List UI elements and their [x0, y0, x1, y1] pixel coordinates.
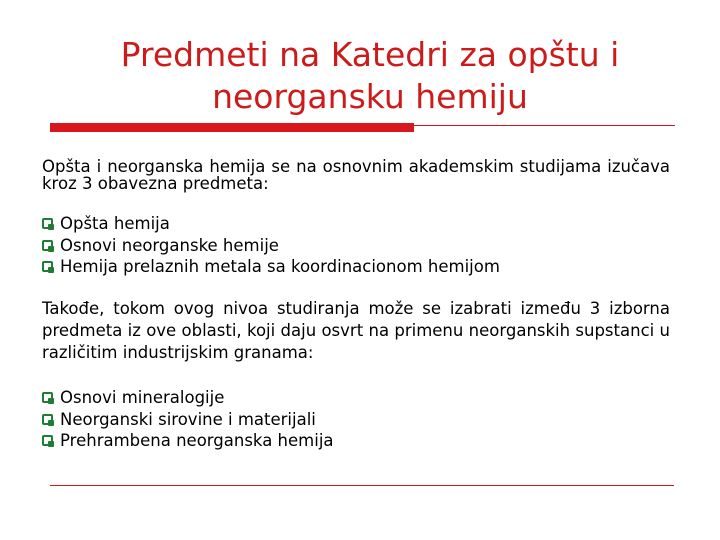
slide-title-line-2: neorgansku hemiju	[212, 77, 528, 116]
checkbox-square-icon	[42, 261, 53, 272]
list-item	[42, 409, 334, 431]
checkbox-square-icon	[42, 218, 53, 229]
course-label: Prehrambena neorganska hemija	[60, 431, 334, 451]
course-label: Osnovi mineralogije	[60, 388, 225, 408]
list-item	[42, 256, 500, 278]
list-item	[42, 387, 334, 409]
checkbox-square-icon	[42, 435, 53, 446]
slide-title	[60, 34, 680, 118]
checkbox-square-icon	[42, 392, 53, 403]
list-item	[42, 235, 500, 257]
slide-title-line-1: Predmeti na Katedri za opštu i	[120, 35, 620, 74]
course-label: Osnovi neorganske hemije	[60, 235, 279, 255]
course-label: Neorganski sirovine i materijali	[60, 409, 316, 429]
intro-paragraph: Opšta i neorganska hemija se na osnovnim akademskim studijama izučava kroz 3 obavezna predmeta:	[42, 157, 670, 193]
elective-courses-list	[42, 387, 334, 452]
course-label: Hemija prelaznih metala sa koordinacionom hemijom	[60, 257, 500, 277]
list-item	[42, 430, 334, 452]
elective-paragraph: Takođe, tokom ovog nivoa studiranja može se izabrati između 3 izborna predmeta iz ove oblasti, koji daju osvrt na primenu neorganskih supstanci u različitim industrijskim granama:	[42, 299, 670, 362]
footer-divider	[50, 485, 674, 486]
title-underline-thick	[50, 123, 414, 132]
required-courses-list	[42, 213, 500, 278]
list-item	[42, 213, 500, 235]
title-underline-thin	[414, 125, 675, 126]
checkbox-square-icon	[42, 414, 53, 425]
checkbox-square-icon	[42, 240, 53, 251]
course-label: Opšta hemija	[60, 214, 170, 234]
